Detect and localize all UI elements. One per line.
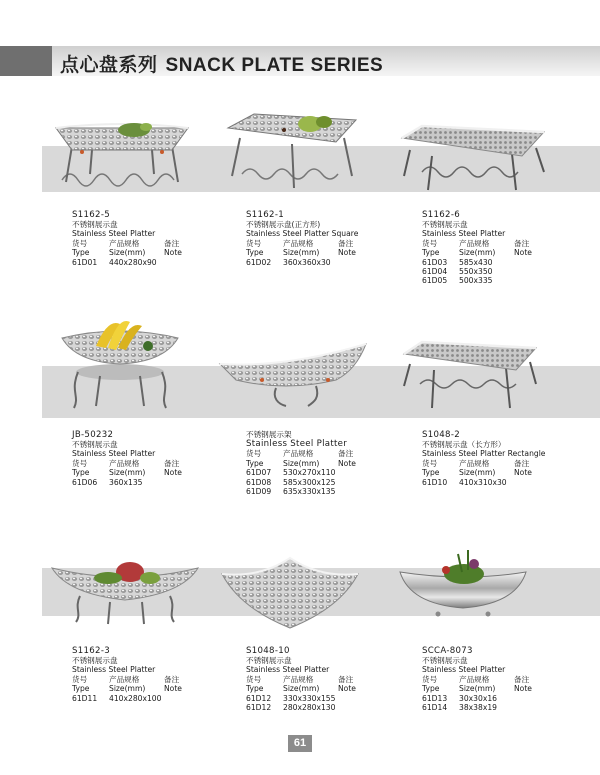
product-image-s1162-1 xyxy=(224,108,360,194)
spec-header-cn: 货号 产品规格 备注 xyxy=(72,238,180,248)
spec-header-en: Type Size(mm) Note xyxy=(72,468,182,478)
spec-row: 61D02 360x360x30 xyxy=(246,257,331,267)
spec-header-en: Type Size(mm) Note xyxy=(72,248,182,258)
product-caption-8 xyxy=(246,646,416,712)
spec-header-en: Type Size(mm) Note xyxy=(422,684,532,694)
product-image-s1162-5 xyxy=(52,110,192,192)
product-name-cn: 不锈钢展示架 xyxy=(246,430,292,439)
product-image-scca-8073 xyxy=(398,546,528,620)
spec-header-en: Type Size(mm) Note xyxy=(246,684,356,694)
product-name-en: Stainless Steel Platter xyxy=(72,665,156,675)
spec-header-cn: 货号 产品规格 备注 xyxy=(422,674,530,684)
spec-header-cn: 货号 产品规格 备注 xyxy=(422,238,530,248)
product-name-cn: 不锈钢展示盘 xyxy=(72,220,118,229)
spec-row: 61D12 280x280x130 xyxy=(246,703,336,713)
product-caption-9 xyxy=(422,646,592,712)
product-caption-3 xyxy=(422,210,592,286)
spec-row: 61D10 410x310x30 xyxy=(422,477,507,487)
spec-header-en: Type Size(mm) Note xyxy=(72,684,182,694)
spec-header-cn: 货号 产品规格 备注 xyxy=(246,674,354,684)
product-code: JB-50232 xyxy=(72,430,114,440)
spec-header-en: Type Size(mm) Note xyxy=(422,248,532,258)
spec-row: 61D08 585x300x125 xyxy=(246,477,336,487)
product-name-en: Stainless Steel Platter xyxy=(246,439,348,450)
product-name-en: Stainless Steel Platter xyxy=(422,665,506,675)
product-name-en: Stainless Steel Platter Square xyxy=(246,229,359,239)
spec-header-cn: 货号 产品规格 备注 xyxy=(246,449,354,459)
product-name-cn: 不锈钢展示盘 xyxy=(422,656,468,665)
spec-header-en: Type Size(mm) Note xyxy=(246,458,356,468)
spec-header-cn: 货号 产品规格 备注 xyxy=(72,674,180,684)
product-image-s1162-6 xyxy=(398,120,548,192)
product-code: S1048-10 xyxy=(246,646,290,656)
product-name-en: Stainless Steel Platter xyxy=(246,665,330,675)
product-caption-7 xyxy=(72,646,242,703)
product-code: S1048-2 xyxy=(422,430,460,440)
product-name-cn: 不锈钢展示盘（长方形） xyxy=(422,440,506,449)
product-code: S1162-1 xyxy=(246,210,284,220)
spec-row: 61D09 635x330x135 xyxy=(246,487,336,497)
product-name-cn: 不锈钢展示盘 xyxy=(422,220,468,229)
product-name-cn: 不锈钢展示盘 xyxy=(246,656,292,665)
product-name-en: Stainless Steel Platter Rectangle xyxy=(422,449,546,459)
spec-row: 61D14 38x38x19 xyxy=(422,703,497,713)
product-name-cn: 不锈钢展示盘 xyxy=(72,440,118,449)
spec-row: 61D06 360x135 xyxy=(72,477,143,487)
spec-row: 61D01 440x280x90 xyxy=(72,257,157,267)
spec-row: 61D07 530x270x110 xyxy=(246,468,336,478)
product-image-s1048-2 xyxy=(400,338,540,410)
product-code: S1162-6 xyxy=(422,210,460,220)
product-name-en: Stainless Steel Platter xyxy=(72,449,156,459)
header-tab xyxy=(0,46,52,76)
product-code: S1162-5 xyxy=(72,210,110,220)
product-name-en: Stainless Steel Platter xyxy=(422,229,506,239)
spec-row: 61D03 585x430 xyxy=(422,257,493,267)
product-caption-6 xyxy=(422,430,592,487)
spec-row: 61D11 410x280x100 xyxy=(72,693,162,703)
title-en: SNACK PLATE SERIES xyxy=(165,55,384,76)
product-caption-4 xyxy=(72,430,242,487)
product-image-jb-50232 xyxy=(60,316,180,410)
product-code: S1162-3 xyxy=(72,646,110,656)
spec-header-en: Type Size(mm) Note xyxy=(246,248,356,258)
page-title xyxy=(60,50,383,77)
product-image-display-rack xyxy=(216,340,372,410)
spec-row: 61D05 500x335 xyxy=(422,276,493,286)
title-cn: 点心盘系列 xyxy=(60,54,158,76)
page-number: 61 xyxy=(288,735,312,752)
spec-header-en: Type Size(mm) Note xyxy=(422,468,532,478)
product-name-cn: 不锈钢展示盘(正方形) xyxy=(246,220,321,229)
product-image-s1162-3 xyxy=(50,552,200,628)
product-caption-2 xyxy=(246,210,416,267)
spec-row: 61D12 330x330x155 xyxy=(246,693,336,703)
product-name-en: Stainless Steel Platter xyxy=(72,229,156,239)
product-name-cn: 不锈钢展示盘 xyxy=(72,656,118,665)
product-caption-5 xyxy=(246,430,416,496)
spec-header-cn: 货号 产品规格 备注 xyxy=(246,238,354,248)
product-caption-1 xyxy=(72,210,242,267)
spec-header-cn: 货号 产品规格 备注 xyxy=(422,458,530,468)
product-code: SCCA-8073 xyxy=(422,646,473,656)
spec-row: 61D04 550x350 xyxy=(422,267,493,277)
spec-header-cn: 货号 产品规格 备注 xyxy=(72,458,180,468)
product-image-s1048-10 xyxy=(220,556,360,632)
spec-row: 61D13 30x30x16 xyxy=(422,693,497,703)
